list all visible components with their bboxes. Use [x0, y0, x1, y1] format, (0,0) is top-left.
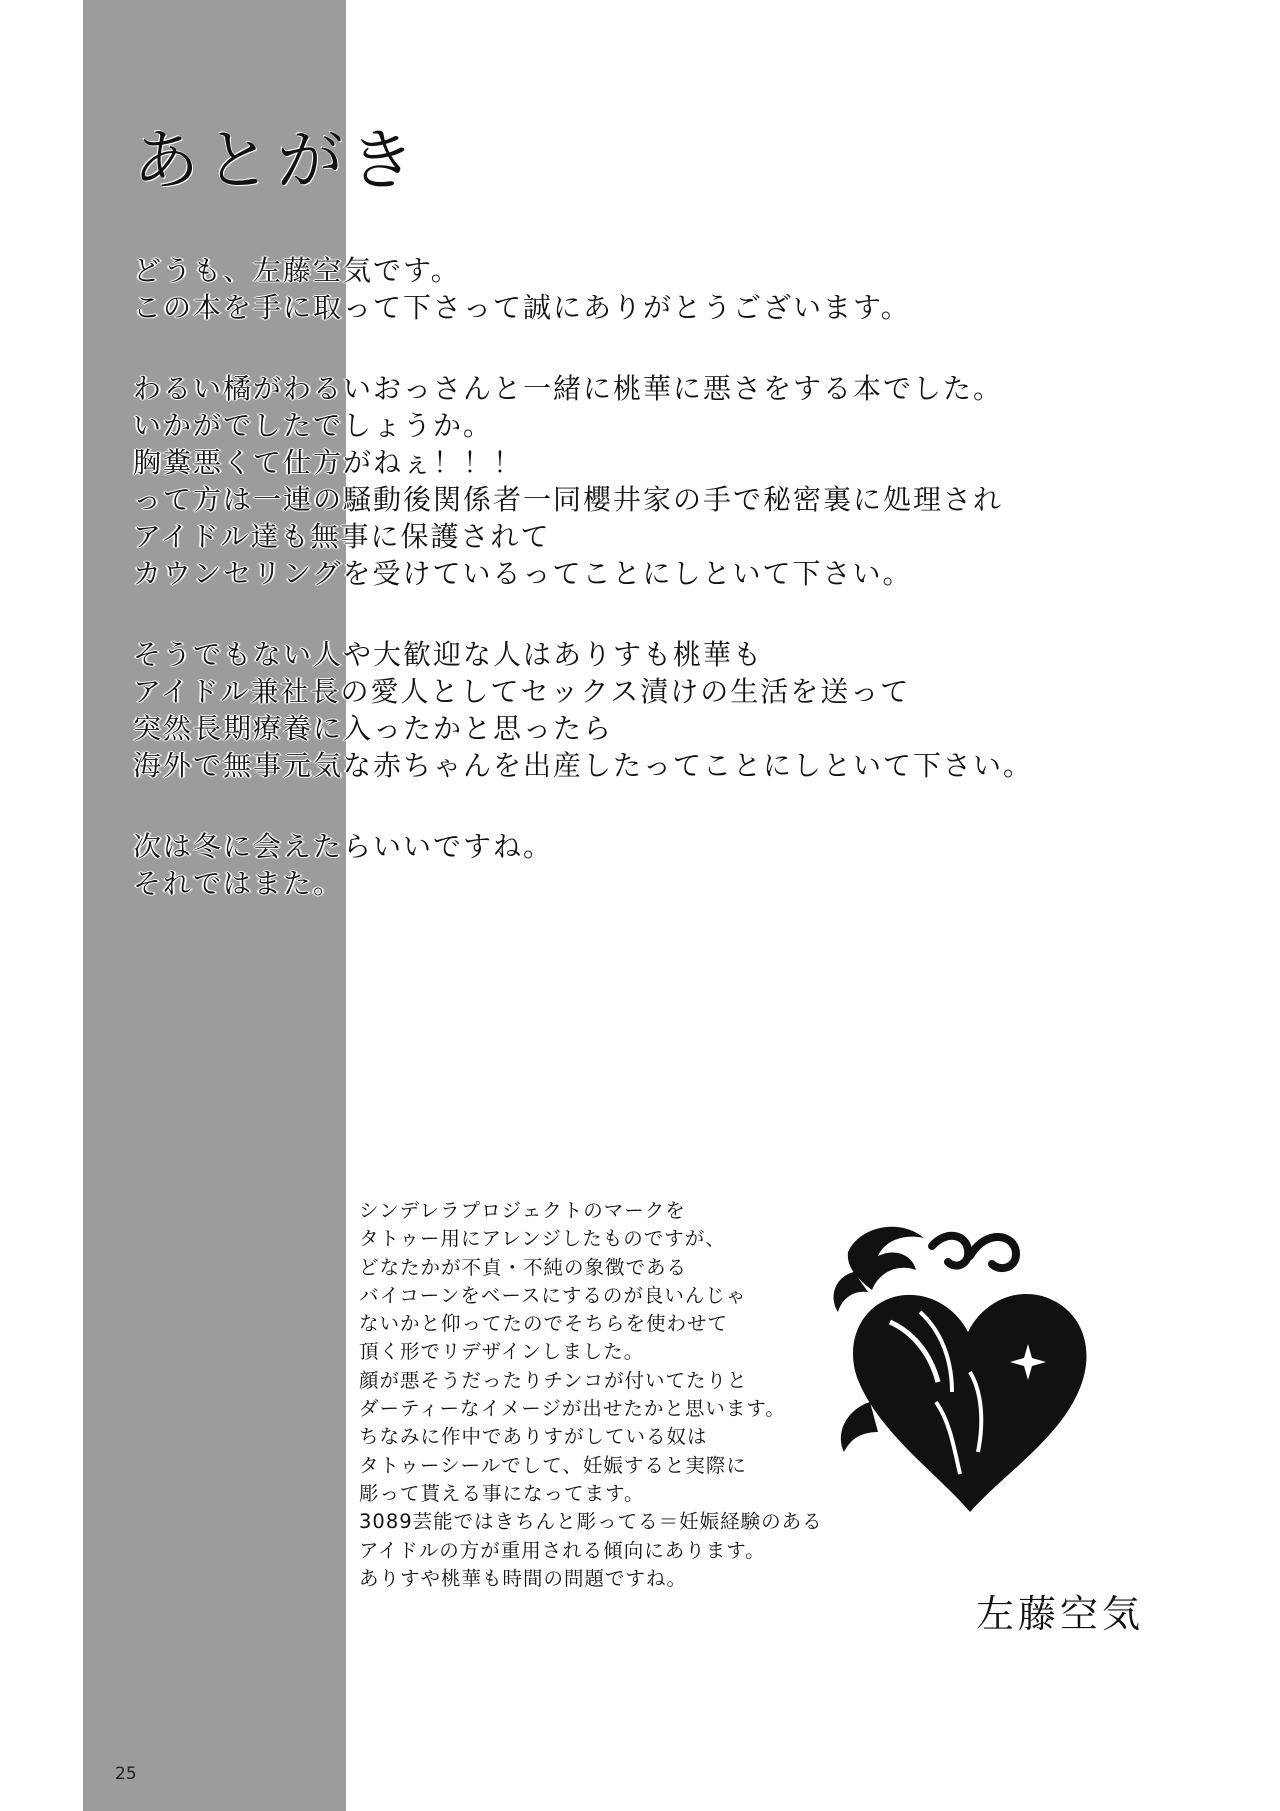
text-line: それではまた。	[133, 867, 344, 900]
text-line: この本を手に取って下さって誠にありがとうございます。	[133, 291, 911, 324]
bicorn-heart-icon	[820, 1212, 1120, 1517]
text-line: アイドル達も無事に保護されて	[133, 520, 551, 553]
tattoo-note	[359, 1197, 879, 1593]
paragraph	[133, 370, 1133, 592]
text-line: いかがでしたでしょうか。	[133, 409, 494, 442]
note-line: バイコーンをベースにするのが良いんじゃ	[359, 1283, 747, 1307]
note-line: ダーティーなイメージが出せたかと思います。	[359, 1397, 786, 1421]
author-signature: 左藤空気	[976, 1592, 1145, 1636]
text-line: どうも、左藤空気です。	[133, 254, 461, 287]
note-line: ありすや桃華も時間の問題ですね。	[359, 1566, 688, 1590]
note-line: ちなみに作中でありすがしている奴は	[359, 1425, 708, 1449]
note-line: 頂く形でリデザインしました。	[359, 1340, 645, 1364]
paragraph	[133, 828, 1133, 902]
note-line: 顔が悪そうだったりチンコが付いてたりと	[359, 1368, 748, 1392]
note-line: アイドルの方が重用される傾向にあります。	[359, 1538, 766, 1562]
note-line: タトゥー用にアレンジしたものですが、	[359, 1227, 726, 1251]
text-line: 次は冬に会えたらいいですね。	[133, 830, 554, 863]
paragraph	[133, 252, 1133, 326]
note-line: 彫って貰える事になってます。	[359, 1481, 645, 1505]
text-line: アイドル兼社長の愛人としてセックス漬けの生活を送って	[133, 675, 911, 708]
note-line: どなたかが不貞・不純の象徴である	[359, 1255, 688, 1279]
note-line: 3089芸能ではきちんと彫ってる＝妊娠経験のある	[359, 1510, 823, 1534]
text-line: って方は一連の騒動後関係者一同櫻井家の手で秘密裏に処理され	[133, 483, 1004, 516]
text-line: そうでもない人や大歓迎な人はありすも桃華も	[133, 638, 764, 671]
paragraph	[133, 636, 1133, 784]
page-number: 25	[115, 1764, 137, 1784]
text-line: 海外で無事元気な赤ちゃんを出産したってことにしといて下さい。	[133, 749, 1034, 782]
note-line: ないかと仰ってたのでそちらを使わせて	[359, 1312, 729, 1336]
page-title: あとがき	[133, 122, 421, 199]
afterword-body	[133, 252, 1133, 946]
note-line: タトゥーシールでして、妊娠すると実際に	[359, 1453, 747, 1477]
text-line: 胸糞悪くて仕方がねぇ！！！	[133, 446, 524, 479]
note-line: シンデレラプロジェクトのマークを	[359, 1199, 686, 1222]
text-line: わるい橘がわるいおっさんと一緒に桃華に悪さをする本でした。	[133, 372, 1004, 405]
text-line: カウンセリングを受けているってことにしといて下さい。	[133, 557, 913, 590]
text-line: 突然長期療養に入ったかと思ったら	[133, 712, 614, 745]
